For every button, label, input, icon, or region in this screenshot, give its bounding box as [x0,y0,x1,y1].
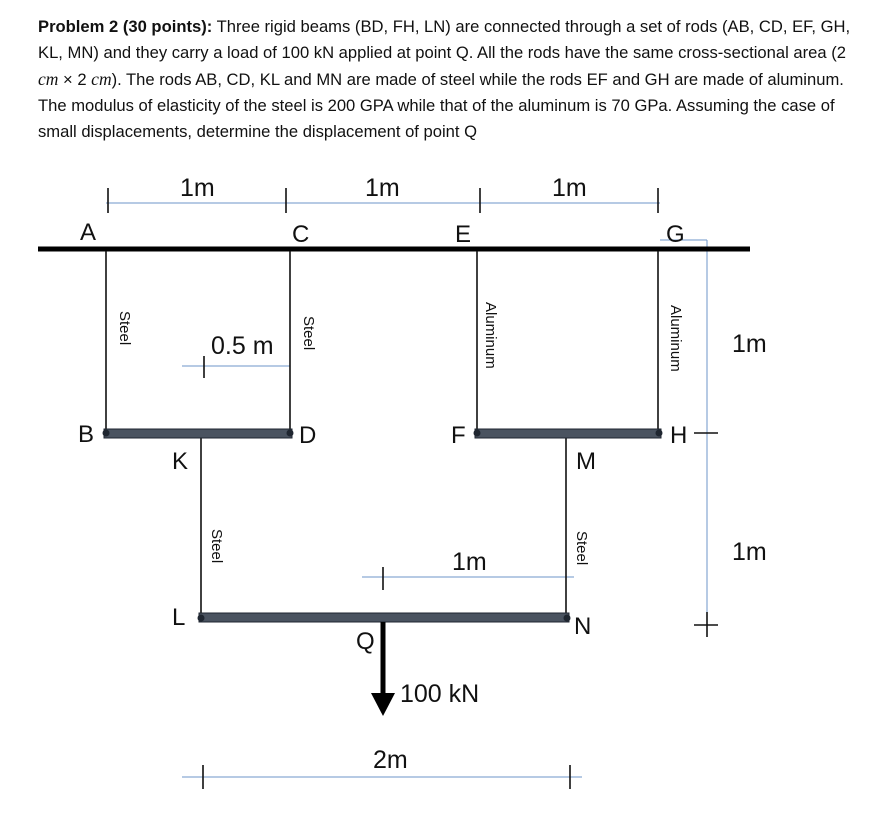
unit-cm-2: cm [91,69,112,89]
material-ab: Steel [116,311,133,346]
pin-n [564,615,571,622]
area-side: 2 [77,70,92,89]
label-d: D [299,422,317,449]
label-l: L [172,604,186,631]
material-mn: Steel [573,531,590,566]
label-a: A [80,219,97,246]
material-kl: Steel [208,529,225,564]
label-k: K [172,448,189,475]
problem-text-part-2: ). The rods AB, CD, KL and MN are made of steel while the rods EF and GH are made of aluminum. The modulus of elasticity of the steel is 200 GPA while that of the aluminum is 70 GPa. Assuming the case of small displacements, determine the displacement of point Q [38,70,844,141]
label-q: Q [356,628,375,655]
label-c: C [292,221,310,248]
pin-d [287,430,294,437]
dim-label-bk: 0.5 m [211,332,274,360]
pin-b [103,430,110,437]
label-h: H [670,422,688,449]
label-f: F [451,422,466,449]
dim-label-ln: 2m [373,746,408,774]
pin-f [474,430,481,437]
dim-label-lq: 1m [452,548,487,576]
rigid-beam-bd [104,429,292,438]
dim-label-ac: 1m [180,174,215,202]
pin-l [198,615,205,622]
problem-heading: Problem 2 (30 points): [38,17,213,36]
material-gh: Aluminum [667,305,684,372]
label-e: E [455,221,472,248]
rigid-beam-fh [475,429,661,438]
dim-label-ce: 1m [365,174,400,202]
problem-text-part-1: Three rigid beams (BD, FH, LN) are connected through a set of rods (AB, CD, EF, GH, KL, MN) and they carry a load of 100 kN applied at point Q. All the rods have the same cross-sectional area (2 [38,17,851,62]
pin-h [656,430,663,437]
label-n: N [574,613,592,640]
material-ef: Aluminum [482,302,499,369]
load-label: 100 kN [400,680,480,708]
dim-label-eg: 1m [552,174,587,202]
label-g: G [666,221,685,248]
unit-cm-1: cm [38,69,59,89]
label-m: M [576,448,596,475]
rigid-beam-ln [199,613,569,622]
label-b: B [78,421,95,448]
times-sign: × [58,70,78,89]
material-cd: Steel [300,316,317,351]
dim-label-height-bottom: 1m [732,538,767,566]
dim-label-height-top: 1m [732,330,767,358]
load-arrow-head [371,693,395,716]
